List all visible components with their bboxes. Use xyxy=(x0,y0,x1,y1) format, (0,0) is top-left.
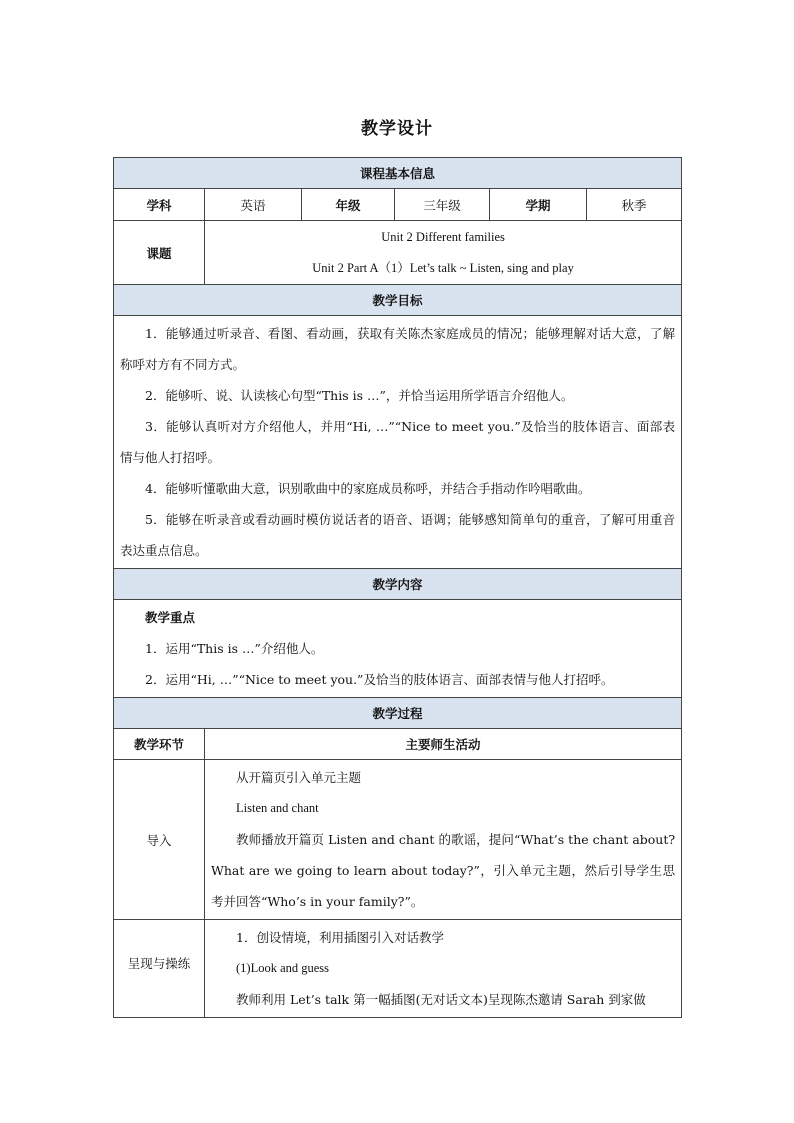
stage-label-presentation: 呈现与操练 xyxy=(114,920,205,1018)
term-value: 秋季 xyxy=(587,189,682,221)
objective-item: 5．能够在听录音或看动画时模仿说话者的语音、语调；能够感知简单句的重音，了解可用重音表达重点信息。 xyxy=(120,512,676,558)
stage-activities-presentation xyxy=(205,920,682,1018)
document-title: 教学设计 xyxy=(361,119,433,139)
activity-line: 教师利用 Let’s talk 第一幅插图(无对话文本)呈现陈杰邀请 Sarah 到家做 xyxy=(236,992,646,1007)
key-points-label: 教学重点 xyxy=(145,610,196,625)
section-basic-info xyxy=(114,158,682,189)
topic-line-2: Unit 2 Part A（1）Let’s talk ~ Listen, sing and play xyxy=(312,260,574,275)
key-point-item: 1．运用“This is …”介绍他人。 xyxy=(145,641,324,656)
grade-value: 三年级 xyxy=(395,189,490,221)
objective-item: 3．能够认真听对方介绍他人，并用“Hi, …”“Nice to meet you.”及恰当的肢体语言、面部表情与他人打招呼。 xyxy=(120,419,676,465)
topic-label: 课题 xyxy=(114,221,205,285)
section-header-basic-info: 课程基本信息 xyxy=(114,158,682,189)
content-body xyxy=(114,600,682,698)
activity-line: (1)Look and guess xyxy=(236,961,330,975)
process-row-presentation xyxy=(114,920,682,1018)
activity-line: 从开篇页引入单元主题 xyxy=(236,770,362,785)
key-point-item: 2．运用“Hi, …”“Nice to meet you.”及恰当的肢体语言、面部表情与他人打招呼。 xyxy=(145,672,614,687)
activity-line: 1．创设情境，利用插图引入对话教学 xyxy=(236,930,444,945)
content-row xyxy=(114,600,682,698)
term-label: 学期 xyxy=(490,189,587,221)
activity-line: Listen and chant xyxy=(236,801,319,815)
info-row xyxy=(114,189,682,221)
topic-row xyxy=(114,221,682,285)
objective-item: 2．能够听、说、认读核心句型“This is …”，并恰当运用所学语言介绍他人。 xyxy=(145,388,574,403)
lesson-plan-table xyxy=(113,157,682,1018)
objective-item: 1．能够通过听录音、看图、看动画，获取有关陈杰家庭成员的情况；能够理解对话大意，了解称呼对方有不同方式。 xyxy=(120,326,676,372)
topic-line-1: Unit 2 Different families xyxy=(381,229,505,244)
process-row-intro xyxy=(114,760,682,920)
process-header-row xyxy=(114,729,682,760)
grade-label: 年级 xyxy=(302,189,395,221)
subject-value: 英语 xyxy=(205,189,302,221)
topic-value xyxy=(205,221,682,285)
objective-item: 4．能够听懂歌曲大意，识别歌曲中的家庭成员称呼，并结合手指动作吟唱歌曲。 xyxy=(145,481,591,496)
objectives-row xyxy=(114,316,682,569)
section-header-objectives: 教学目标 xyxy=(114,285,682,316)
objectives-list xyxy=(114,316,682,569)
stage-label-intro: 导入 xyxy=(114,760,205,920)
section-objectives xyxy=(114,285,682,316)
stage-activities-intro xyxy=(205,760,682,920)
section-header-process: 教学过程 xyxy=(114,698,682,729)
process-col-activities: 主要师生活动 xyxy=(205,729,682,760)
subject-label: 学科 xyxy=(114,189,205,221)
section-content xyxy=(114,569,682,600)
process-col-stage: 教学环节 xyxy=(114,729,205,760)
section-process xyxy=(114,698,682,729)
activity-line: 教师播放开篇页 Listen and chant 的歌谣，提问“What’s the chant about? What are we going to learn about today?”，引入单元主题，然后引导学生思考并回答“Who’s in your family?”。 xyxy=(211,832,676,909)
section-header-content: 教学内容 xyxy=(114,569,682,600)
